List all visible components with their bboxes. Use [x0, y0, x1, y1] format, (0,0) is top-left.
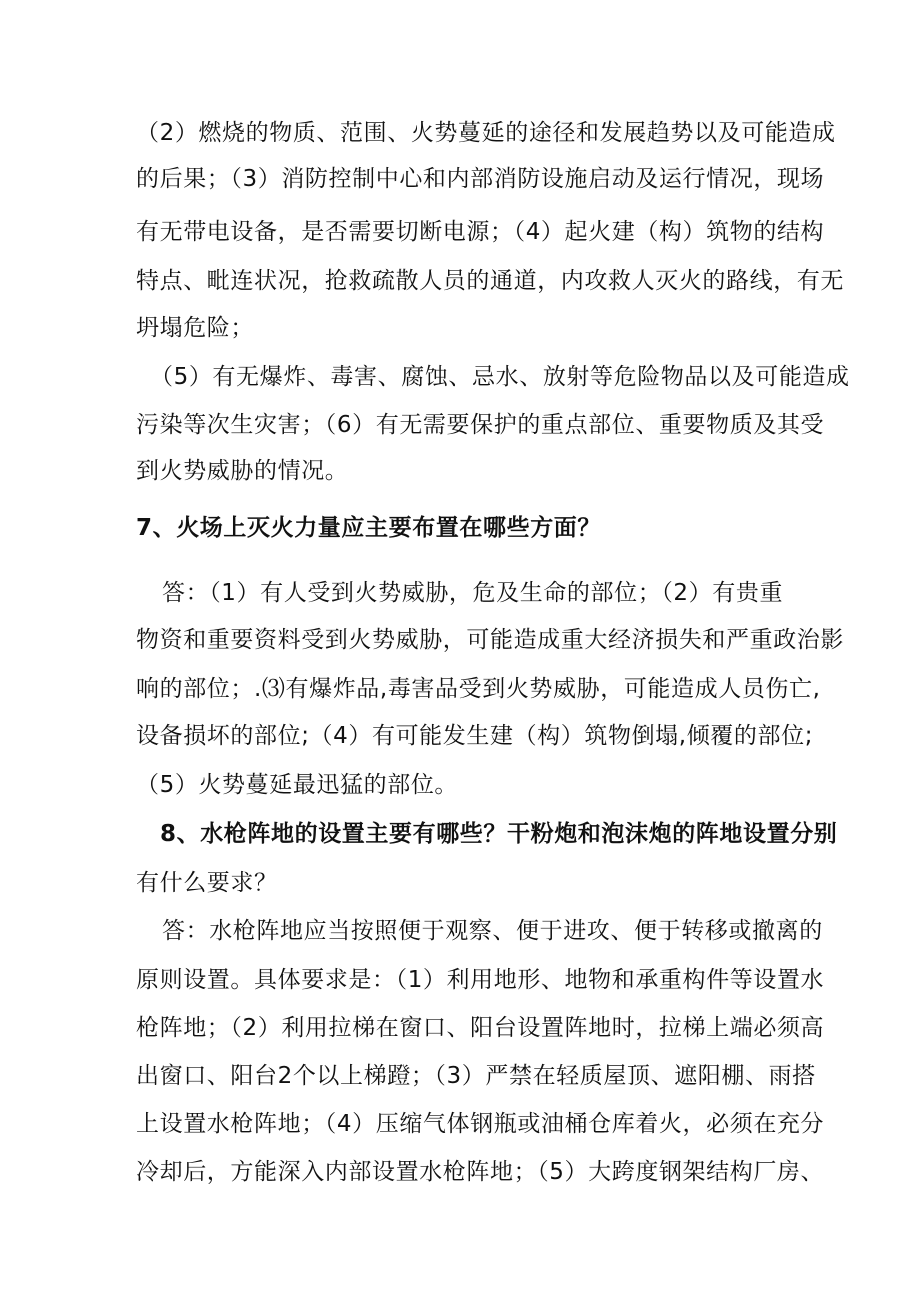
answer-line: 出窗口、阳台2个以上梯蹬；（3）严禁在轻质屋顶、遮阳棚、雨搭 [136, 1063, 816, 1089]
text-line: （5）有无爆炸、毒害、腐蚀、忌水、放射等危险物品以及可能造成 [150, 364, 850, 390]
question-heading-continued: 有什么要求？ [136, 870, 278, 896]
text-line: 特点、毗连状况，抢救疏散人员的通道，内攻救人灭火的路线，有无 [136, 268, 844, 294]
answer-line: 冷却后，方能深入内部设置水枪阵地；（5）大跨度钢架结构厂房、 [136, 1159, 825, 1185]
text-line: 坍塌危险； [136, 315, 254, 341]
question-heading: 8、水枪阵地的设置主要有哪些？干粉炮和泡沫炮的阵地设置分别 [160, 821, 838, 847]
answer-line: 答：（1）有人受到火势威胁，危及生命的部位；（2）有贵重 [162, 580, 784, 606]
text-line: 污染等次生灾害；（6）有无需要保护的重点部位、重要物质及其受 [136, 412, 825, 438]
text-line: （2）燃烧的物质、范围、火势蔓延的途径和发展趋势以及可能造成 [136, 120, 836, 146]
answer-line: 设备损坏的部位;（4）有可能发生建（构）筑物倒塌,倾覆的部位; [136, 723, 814, 749]
question-heading: 7、火场上灭火力量应主要布置在哪些方面？ [136, 515, 602, 541]
answer-line: 原则设置。具体要求是：（1）利用地形、地物和承重构件等设置水 [136, 967, 825, 993]
answer-line: 物资和重要资料受到火势威胁，可能造成重大经济损失和严重政治影 [136, 627, 844, 653]
text-line: 的后果；（3）消防控制中心和内部消防设施启动及运行情况，现场 [136, 166, 825, 192]
answer-line: 响的部位；.⑶有爆炸品,毒害品受到火势威胁，可能造成人员伤亡, [136, 676, 821, 702]
text-line: 有无带电设备，是否需要切断电源；（4）起火建（构）筑物的结构 [136, 219, 825, 245]
answer-line: 答：水枪阵地应当按照便于观察、便于进攻、便于转移或撤离的 [162, 918, 823, 944]
answer-line: 上设置水枪阵地；（4）压缩气体钢瓶或油桶仓库着火，必须在充分 [136, 1111, 825, 1137]
answer-line: （5）火势蔓延最迅猛的部位。 [136, 772, 459, 798]
answer-line: 枪阵地；（2）利用拉梯在窗口、阳台设置阵地时，拉梯上端必须高 [136, 1015, 825, 1041]
text-line: 到火势威胁的情况。 [136, 458, 349, 484]
